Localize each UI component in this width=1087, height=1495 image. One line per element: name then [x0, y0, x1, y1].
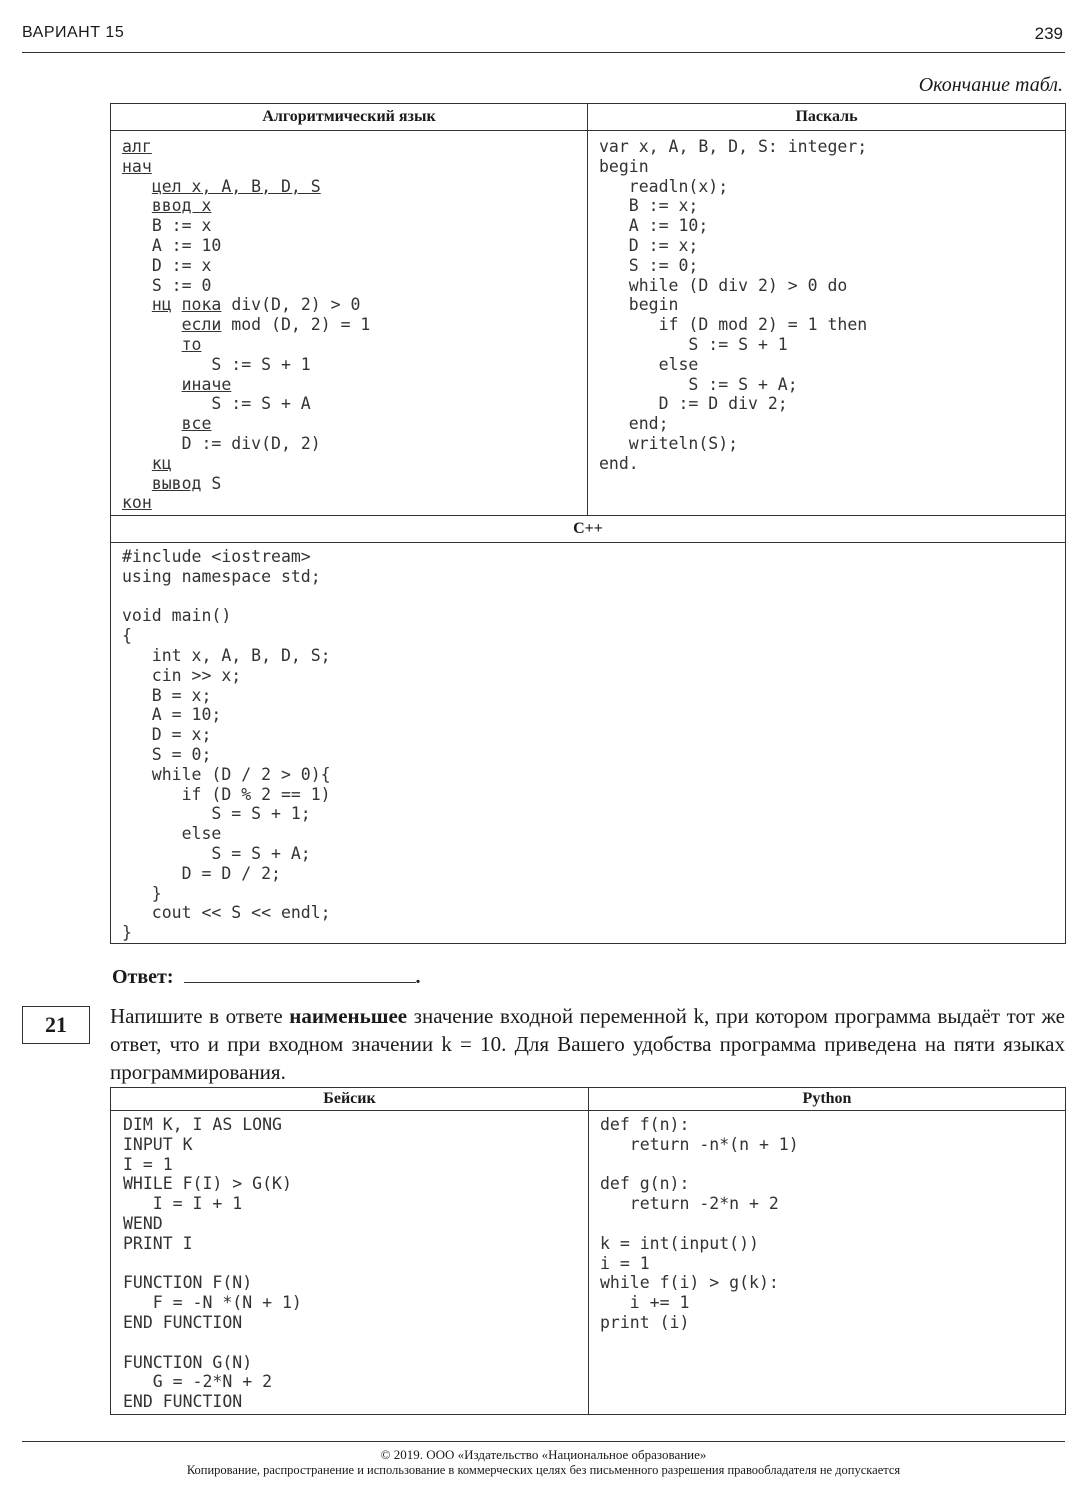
- footer-divider: [22, 1441, 1065, 1442]
- col-header-algo: Алгоритмический язык: [111, 104, 588, 131]
- code-table-2: [110, 1087, 1066, 1415]
- python-cell: [589, 1111, 1066, 1415]
- basic-code: DIM K, I AS LONG INPUT K I = 1 WHILE F(I) > G(K) I = I + 1 WEND PRINT I FUNCTION F(N) F = -N *(N + 1) END FUNCTION FUNCTION G(N) G = -2*N + 2 END FUNCTION: [123, 1115, 302, 1412]
- code-table-1: [110, 103, 1066, 944]
- answer-label: Ответ:: [112, 966, 174, 988]
- task-text: Напишите в ответе наименьшее значение входной переменной k, при котором программа выдаёт тот же ответ, что и при входном значении k = 10. Для Вашего удобства программа приведена на пяти языках программирования.: [110, 1004, 1065, 1084]
- cpp-cell: [111, 543, 1066, 944]
- header-divider: [22, 52, 1065, 53]
- col-header-basic: Бейсик: [111, 1088, 589, 1111]
- table-caption: Окончание табл.: [918, 74, 1063, 96]
- col-header-pascal: Паскаль: [588, 104, 1066, 131]
- python-code: def f(n): return -n*(n + 1) def g(n): return -2*n + 2 k = int(input()) i = 1 while f(i) > g(k): i += 1 print (i): [600, 1115, 799, 1332]
- pascal-code: var x, A, B, D, S: integer; begin readln(x); B := x; A := 10; D := x; S := 0; while (D div 2) > 0 do begin if (D mod 2) = 1 then S := S + 1 else S := S + A; D := D div 2; end; writeln(S); end.: [599, 137, 868, 473]
- basic-cell: [111, 1111, 589, 1415]
- page-number: 239: [1034, 24, 1063, 43]
- pascal-cell: [588, 131, 1066, 516]
- answer-end: .: [415, 966, 421, 988]
- variant-header: ВАРИАНТ 15: [22, 24, 125, 41]
- cpp-code: #include <iostream> using namespace std; void main() { int x, A, B, D, S; cin >> x; B = x; A = 10; D = x; S = 0; while (D / 2 > 0){ if (D % 2 == 1) S = S + 1; else S = S + A; D = D / 2; } cout << S << endl; }: [122, 547, 331, 943]
- algo-cell: [111, 131, 588, 516]
- footer-notice: Копирование, распространение и использование в коммерческих целях без письменного разрешения правообладателя не допускается: [186, 1463, 901, 1477]
- footer-copyright: © 2019. ООО «Издательство «Национальное образование»: [380, 1447, 707, 1462]
- answer-blank[interactable]: [184, 964, 416, 983]
- task-number: 21: [22, 1006, 90, 1044]
- answer-row: [112, 964, 421, 989]
- col-header-python: Python: [589, 1088, 1066, 1111]
- task-emphasis: наименьшее: [289, 1004, 408, 1028]
- algo-code: алг нач цел x, A, B, D, S ввод x B := x A := 10 D := x S := 0 нц пока div(D, 2) > 0 если mod (D, 2) = 1 то S := S + 1 иначе S := S + A все D := div(D, 2) кц вывод S кон: [122, 137, 371, 513]
- col-header-cpp: C++: [111, 516, 1066, 543]
